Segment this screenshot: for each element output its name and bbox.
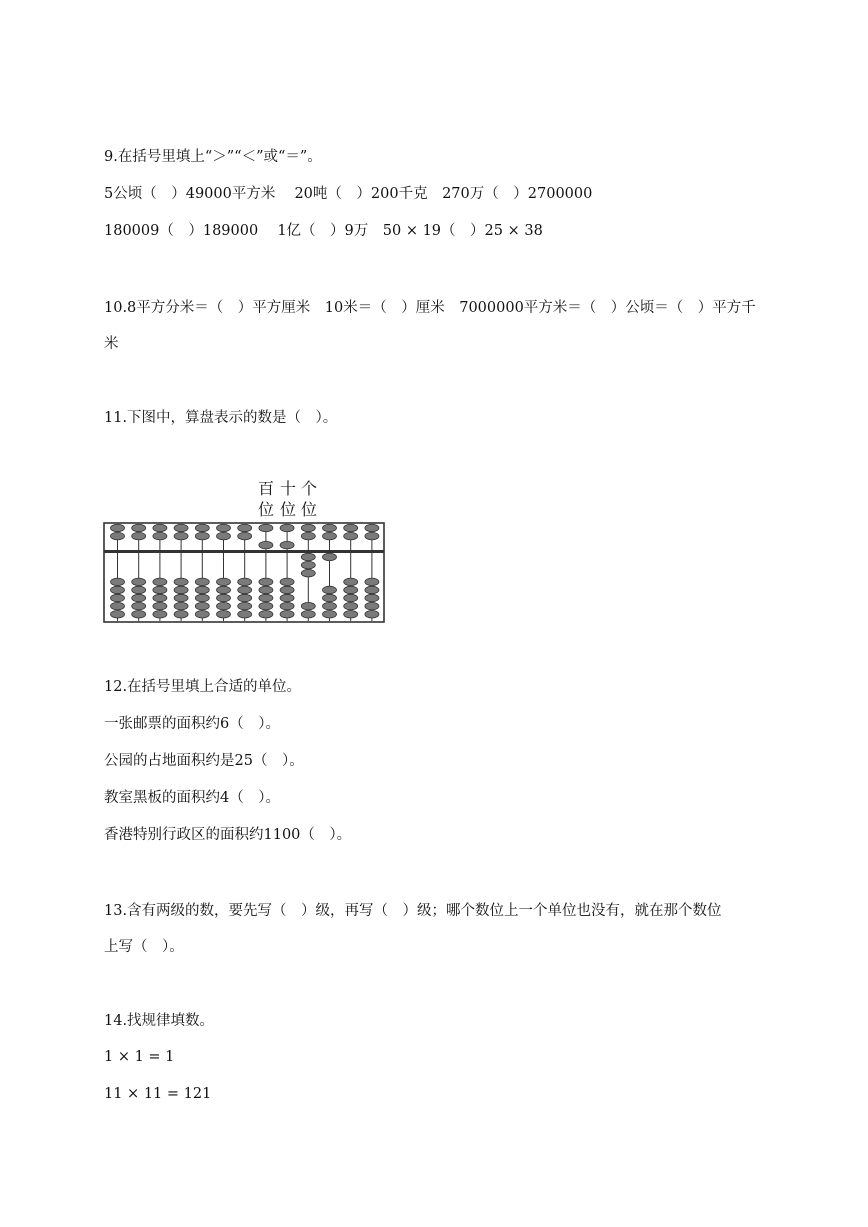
abacus-bead (217, 611, 231, 619)
abacus-bead (132, 602, 146, 610)
abacus-bead (153, 532, 167, 540)
abacus-bead (217, 524, 231, 532)
abacus-bead (301, 532, 315, 540)
abacus-bead (153, 594, 167, 602)
label-wei-bai: 位 (258, 500, 275, 519)
q10-line-1: 10.8平方分米＝（ ）平方厘米 10米＝（ ）厘米 7000000平方米＝（ ）公顷＝（ ）平方千 (104, 300, 756, 316)
abacus-bead (111, 594, 125, 602)
abacus-bead (365, 602, 379, 610)
abacus-bead (365, 586, 379, 594)
q12-item: 教室黑板的面积约4（ ）。 (104, 790, 280, 806)
abacus-bead (323, 611, 337, 619)
q11-title: 11.下图中，算盘表示的数是（ ）。 (104, 410, 338, 426)
q12-item: 公园的占地面积约是25（ ）。 (104, 753, 304, 769)
q12-title: 12.在括号里填上合适的单位。 (104, 679, 302, 695)
abacus-bead (195, 594, 209, 602)
abacus-bead (238, 611, 252, 619)
abacus-bead (280, 541, 294, 549)
q9-row-2: 180009（ ）189000 1亿（ ）9万 50 × 19（ ）25 × 38 (104, 223, 543, 239)
abacus-bead (174, 524, 188, 532)
abacus-bead (217, 532, 231, 540)
label-bai: 百 (258, 479, 275, 498)
abacus-bead (195, 586, 209, 594)
abacus-bead (153, 586, 167, 594)
abacus-bead (280, 578, 294, 586)
abacus-figure (103, 478, 388, 626)
abacus-bead (153, 602, 167, 610)
q9-row-1: 5公顷（ ）49000平方米 20吨（ ）200千克 270万（ ）2700000 (104, 186, 593, 202)
abacus-bead (174, 532, 188, 540)
abacus-bead (132, 594, 146, 602)
abacus-bead (280, 524, 294, 532)
abacus-bead (323, 553, 337, 561)
abacus-bead (323, 586, 337, 594)
q12-item: 一张邮票的面积约6（ ）。 (104, 716, 280, 732)
q12-item: 香港特别行政区的面积约1100（ ）。 (104, 827, 352, 843)
abacus-bead (132, 532, 146, 540)
abacus-bead (153, 611, 167, 619)
abacus-bead (323, 594, 337, 602)
q14-equation: 11 × 11 = 121 (104, 1086, 212, 1102)
abacus-bead (259, 611, 273, 619)
abacus-bead (238, 586, 252, 594)
abacus-bead (132, 524, 146, 532)
abacus-bead (238, 578, 252, 586)
label-ge: 个 (301, 479, 318, 498)
abacus-bead (280, 594, 294, 602)
abacus-bead (153, 578, 167, 586)
abacus-bead (365, 611, 379, 619)
abacus-bead (344, 594, 358, 602)
abacus-bead (153, 524, 167, 532)
abacus-bead (344, 524, 358, 532)
abacus-bead (365, 532, 379, 540)
abacus-bead (301, 524, 315, 532)
abacus-bead (174, 594, 188, 602)
abacus-bead (195, 532, 209, 540)
abacus-bead (365, 524, 379, 532)
abacus-bead (259, 602, 273, 610)
abacus-bead (238, 524, 252, 532)
label-wei-shi: 位 (280, 500, 297, 519)
abacus-bead (259, 578, 273, 586)
abacus-bead (301, 553, 315, 561)
abacus-bead (111, 602, 125, 610)
abacus-bead (301, 569, 315, 577)
abacus-bead (280, 611, 294, 619)
abacus-bead (259, 524, 273, 532)
abacus-bead (111, 586, 125, 594)
q13-line-2: 上写（ ）。 (104, 939, 184, 955)
abacus-beam (104, 550, 384, 553)
abacus-bead (344, 602, 358, 610)
abacus-bead (174, 578, 188, 586)
abacus-bead (217, 602, 231, 610)
abacus-bead (217, 578, 231, 586)
abacus-bead (195, 578, 209, 586)
abacus-bead (238, 532, 252, 540)
abacus-bead (344, 611, 358, 619)
abacus-bead (238, 594, 252, 602)
abacus-bead (217, 594, 231, 602)
abacus-bead (259, 586, 273, 594)
abacus-bead (111, 532, 125, 540)
abacus-bead (280, 602, 294, 610)
abacus-bead (301, 611, 315, 619)
abacus-bead (195, 524, 209, 532)
q14-equation: 1 × 1 = 1 (104, 1049, 175, 1065)
abacus-bead (132, 586, 146, 594)
abacus-bead (174, 611, 188, 619)
abacus-bead (217, 586, 231, 594)
abacus-bead (301, 561, 315, 569)
abacus-bead (344, 586, 358, 594)
abacus-bead (259, 594, 273, 602)
abacus-bead (344, 532, 358, 540)
abacus-bead (174, 586, 188, 594)
abacus-bead (365, 594, 379, 602)
abacus-bead (238, 602, 252, 610)
abacus-bead (111, 524, 125, 532)
abacus-bead (365, 578, 379, 586)
abacus-bead (132, 578, 146, 586)
abacus-bead (195, 602, 209, 610)
abacus-bead (344, 578, 358, 586)
abacus-bead (174, 602, 188, 610)
q14-title: 14.找规律填数。 (104, 1013, 215, 1029)
abacus-bead (323, 602, 337, 610)
label-shi: 十 (280, 479, 297, 498)
abacus-bead (280, 586, 294, 594)
q9-title: 9.在括号里填上“＞”“＜”或“＝”。 (104, 149, 322, 165)
abacus-bead (132, 611, 146, 619)
abacus-bead (111, 578, 125, 586)
abacus-bead (301, 602, 315, 610)
abacus-bead (111, 611, 125, 619)
abacus-bead (259, 541, 273, 549)
q10-line-2: 米 (104, 336, 119, 352)
abacus-bead (323, 532, 337, 540)
abacus-bead (323, 524, 337, 532)
abacus-bead (195, 611, 209, 619)
label-wei-ge: 位 (301, 500, 318, 519)
q13-line-1: 13.含有两级的数，要先写（ ）级，再写（ ）级；哪个数位上一个单位也没有，就在那个数位 (104, 903, 722, 919)
